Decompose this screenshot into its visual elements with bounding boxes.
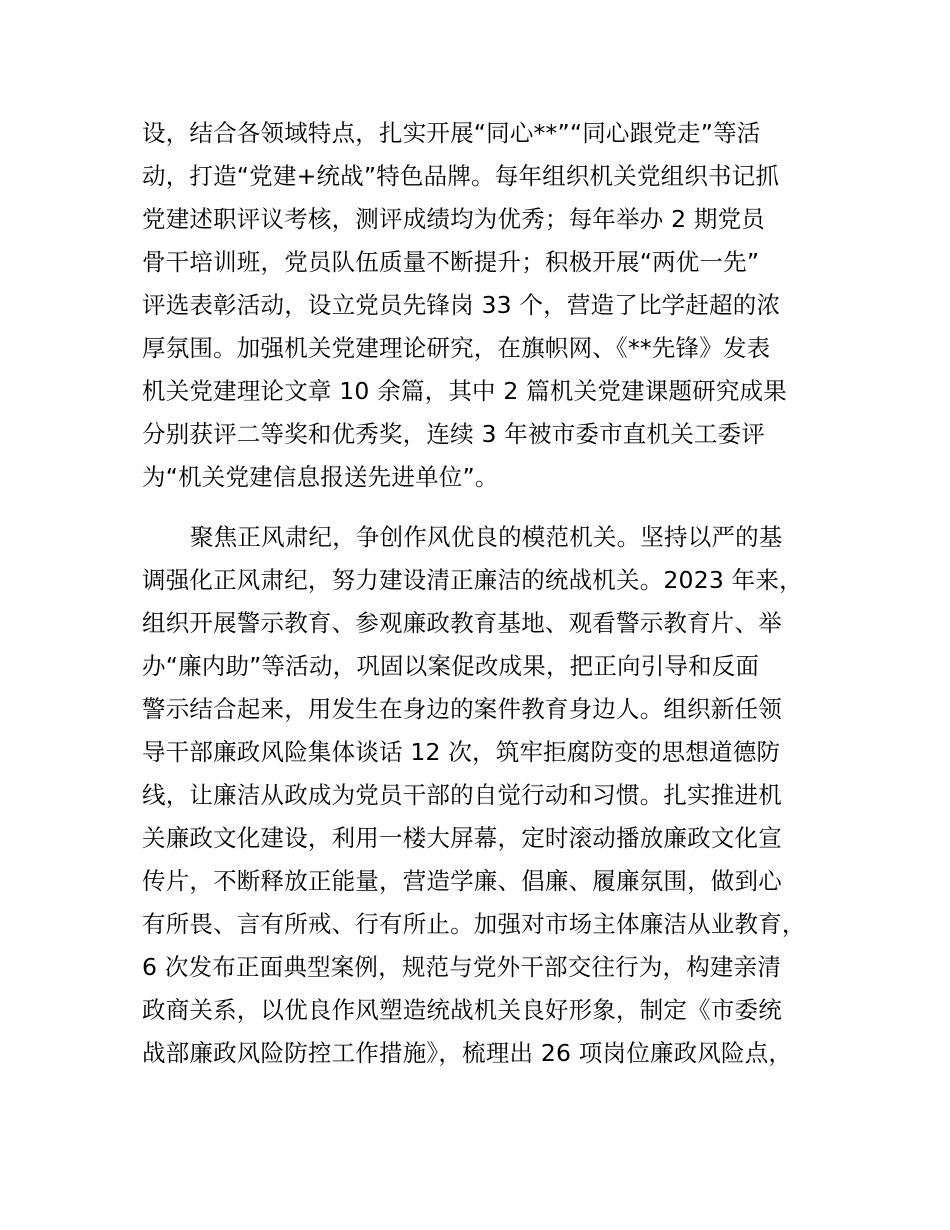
text-line: 机关党建理论文章 10 余篇，其中 2 篇机关党建课题研究成果	[142, 377, 787, 405]
text-line: 组织开展警示教育、参观廉政教育基地、观看警示教育片、举	[142, 609, 782, 637]
text-line: 6 次发布正面典型案例，规范与党外干部交往行为，构建亲清	[142, 953, 782, 981]
text-line: 战部廉政风险防控工作措施》，梳理出 26 项岗位廉政风险点，	[142, 1039, 793, 1067]
text-line: 警示结合起来，用发生在身边的案件教育身边人。组织新任领	[142, 695, 782, 723]
text-line: 政商关系，以优良作风塑造统战机关良好形象，制定《市委统	[142, 996, 782, 1024]
text-line: 设，结合各领域特点，扎实开展“同心**”“同心跟党走”等活	[142, 119, 761, 147]
text-line: 评选表彰活动，设立党员先锋岗 33 个，营造了比学赶超的浓	[142, 291, 781, 319]
text-line: 关廉政文化建设，利用一楼大屏幕，定时滚动播放廉政文化宣	[142, 824, 782, 852]
text-line: 分别获评二等奖和优秀奖，连续 3 年被市委市直机关工委评	[142, 420, 765, 448]
text-line: 厚氛围。加强机关党建理论研究，在旗帜网、《**先锋》发表	[142, 334, 771, 362]
text-line: 动，打造“党建+统战”特色品牌。每年组织机关党组织书记抓	[142, 162, 780, 190]
text-line: 聚焦正风肃纪，争创作风优良的模范机关。坚持以严的基	[190, 523, 783, 551]
text-line: 调强化正风肃纪，努力建设清正廉洁的统战机关。2023 年来，	[142, 566, 803, 594]
text-line: 党建述职评议考核，测评成绩均为优秀；每年举办 2 期党员	[142, 205, 765, 233]
text-line: 办“廉内助”等活动，巩固以案促改成果，把正向引导和反面	[142, 652, 760, 680]
text-line: 传片，不断释放正能量，营造学廉、倡廉、履廉氛围，做到心	[142, 867, 782, 895]
text-line: 为“机关党建信息报送先进单位”。	[142, 463, 499, 491]
text-line: 线，让廉洁从政成为党员干部的自觉行动和习惯。扎实推进机	[142, 781, 782, 809]
text-line: 有所畏、言有所戒、行有所止。加强对市场主体廉洁从业教育，	[142, 910, 806, 938]
text-line: 骨干培训班，党员队伍质量不断提升；积极开展“两优一先”	[142, 248, 760, 276]
text-line: 导干部廉政风险集体谈话 12 次，筑牢拒腐防变的思想道德防	[142, 738, 781, 766]
